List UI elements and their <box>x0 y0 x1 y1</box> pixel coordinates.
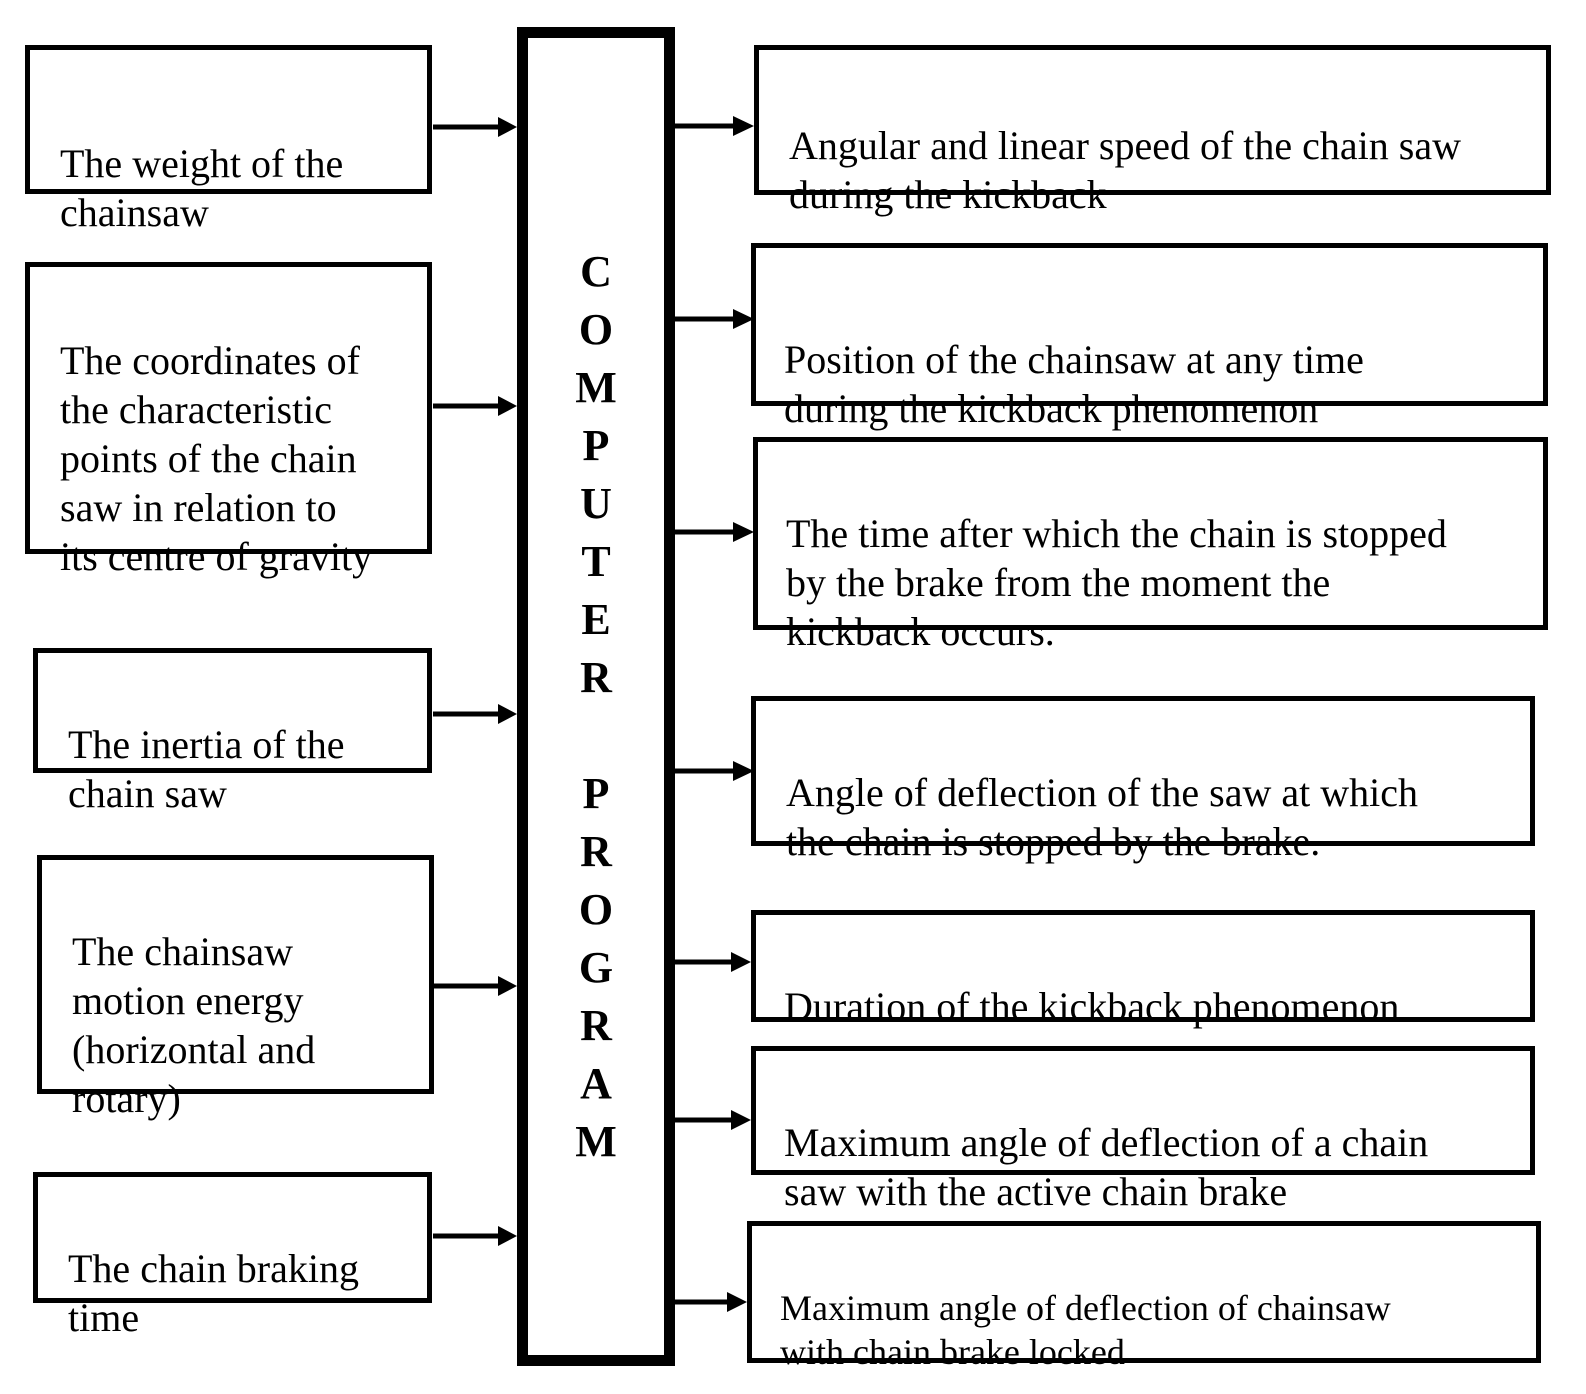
output-box-stop-angle <box>751 696 1535 864</box>
arrowhead-output-1 <box>733 116 754 136</box>
output-text-stop-time: The time after which the chain is stopped by the brake from the moment the kickback occurs. <box>786 511 1447 654</box>
output-text-max-angle-locked: Maximum angle of deflection of chainsaw with chain brake locked <box>780 1288 1391 1372</box>
input-box-coordinates <box>25 262 432 579</box>
computer-program-label: C O M P U T E R P R O G R A M <box>575 247 617 1166</box>
output-text-stop-angle: Angle of deflection of the saw at which the chain is stopped by the brake. <box>786 770 1419 864</box>
output-text-max-angle-active: Maximum angle of deflection of a chain saw with the active chain brake <box>784 1120 1429 1214</box>
input-box-weight <box>25 45 432 235</box>
input-box-inertia <box>33 648 432 816</box>
output-text-duration: Duration of the kickback phenomenon <box>784 984 1400 1029</box>
arrowhead-input-5 <box>498 1226 517 1246</box>
output-text-position: Position of the chainsaw at any time during the kickback phenomenon <box>784 337 1364 431</box>
arrowhead-input-3 <box>498 704 517 724</box>
input-text-inertia: The inertia of the chain saw <box>68 722 345 816</box>
arrowhead-output-7 <box>727 1292 747 1312</box>
arrowhead-input-1 <box>498 117 517 137</box>
output-box-position <box>751 243 1548 431</box>
output-box-stop-time <box>753 437 1548 654</box>
input-text-braking-time: The chain braking time <box>68 1246 359 1340</box>
output-box-max-angle-locked <box>747 1221 1541 1372</box>
arrowhead-output-6 <box>731 1110 751 1130</box>
arrowhead-output-5 <box>731 952 751 972</box>
output-box-speed <box>754 45 1551 217</box>
arrowhead-input-2 <box>498 396 517 416</box>
output-box-duration <box>751 910 1535 1029</box>
output-text-speed: Angular and linear speed of the chain saw during the kickback <box>789 123 1461 217</box>
input-box-motion-energy <box>37 855 434 1121</box>
input-text-motion-energy: The chainsaw motion energy (horizontal and rotary) <box>72 929 316 1121</box>
arrowhead-output-3 <box>733 522 754 542</box>
input-text-coordinates: The coordinates of the characteristic points of the chain saw in relation to its centre of gravity <box>60 338 373 579</box>
output-box-max-angle-active <box>751 1046 1535 1214</box>
input-box-braking-time <box>33 1172 432 1340</box>
computer-program-block <box>517 27 675 1366</box>
input-text-weight: The weight of the chainsaw <box>60 141 344 235</box>
arrowhead-input-4 <box>498 976 517 996</box>
